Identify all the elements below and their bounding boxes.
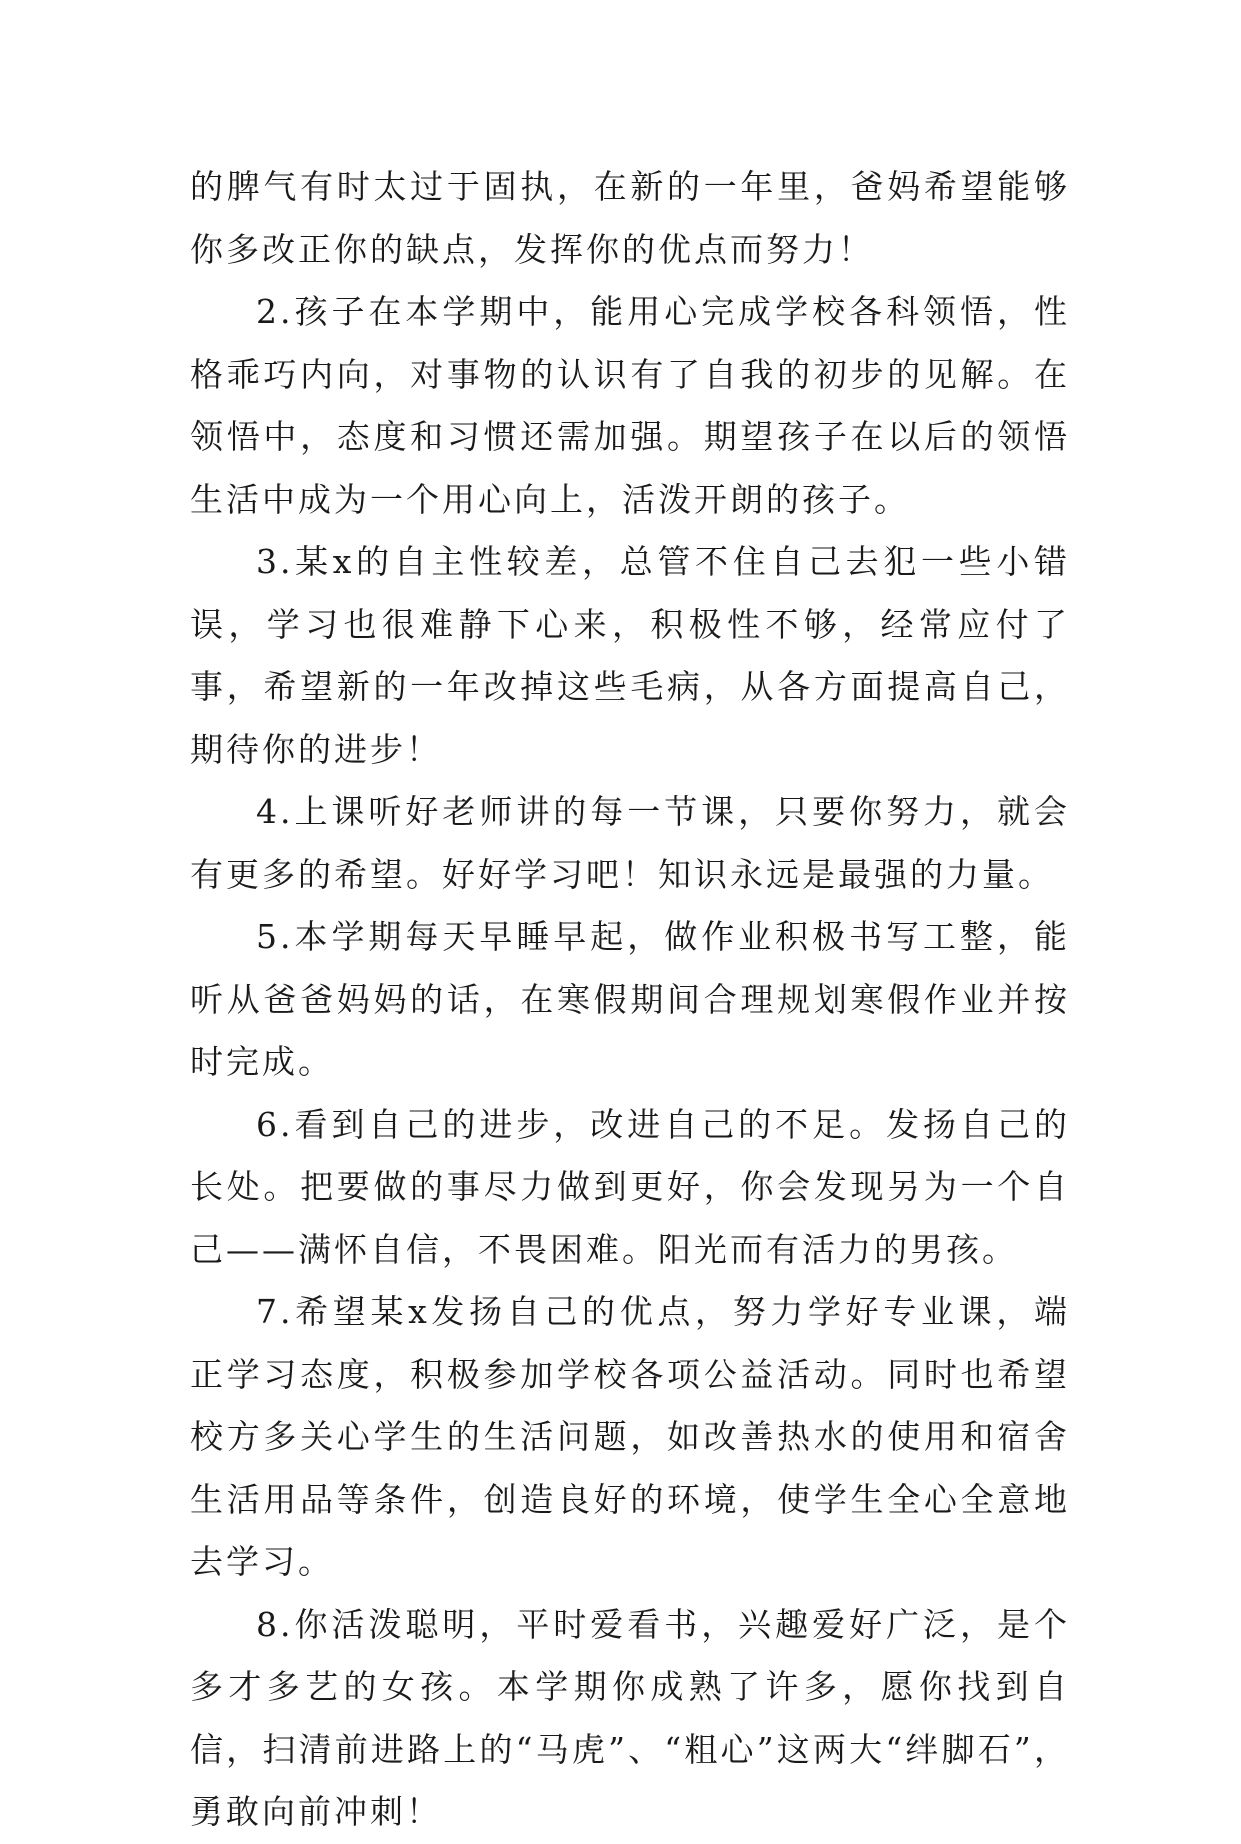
paragraph-item-8: 8.你活泼聪明，平时爱看书，兴趣爱好广泛，是个多才多艺的女孩。本学期你成熟了许多，愿你找到自信，扫清前进路上的“马虎”、“粗心”这两大“绊脚石”，勇敢向前冲刺！	[190, 1604, 1070, 1831]
paragraph-item-4: 4.上课听好老师讲的每一节课，只要你努力，就会有更多的希望。好好学习吧！知识永远是最强的力量。	[190, 792, 1070, 894]
document-body	[190, 156, 1070, 1844]
paragraph-continuation: 的脾气有时太过于固执，在新的一年里，爸妈希望能够你多改正你的缺点，发挥你的优点而努力！	[190, 167, 1070, 269]
paragraph-item-3: 3.某x的自主性较差，总管不住自己去犯一些小错误，学习也很难静下心来，积极性不够，经常应付了事，希望新的一年改掉这些毛病，从各方面提高自己，期待你的进步！	[190, 542, 1070, 769]
paragraph-item-5: 5.本学期每天早睡早起，做作业积极书写工整，能听从爸爸妈妈的话，在寒假期间合理规划寒假作业并按时完成。	[190, 917, 1070, 1081]
paragraph-item-6: 6.看到自己的进步，改进自己的不足。发扬自己的长处。把要做的事尽力做到更好，你会发现另为一个自己——满怀自信，不畏困难。阳光而有活力的男孩。	[190, 1104, 1070, 1269]
paragraph-item-7: 7.希望某x发扬自己的优点，努力学好专业课，端正学习态度，积极参加学校各项公益活动。同时也希望校方多关心学生的生活问题，如改善热水的使用和宿舍生活用品等条件，创造良好的环境，使学生全心全意地去学习。	[190, 1292, 1070, 1581]
paragraph-item-2: 2.孩子在本学期中，能用心完成学校各科领悟，性格乖巧内向，对事物的认识有了自我的初步的见解。在领悟中，态度和习惯还需加强。期望孩子在以后的领悟生活中成为一个用心向上，活泼开朗的孩子。	[190, 292, 1070, 519]
